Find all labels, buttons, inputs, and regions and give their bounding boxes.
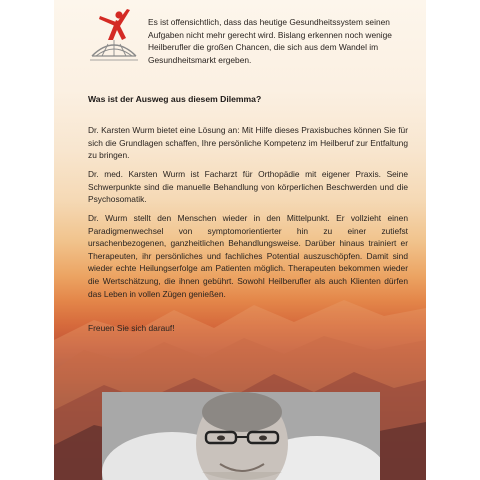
body-paragraph-1: Dr. Karsten Wurm bietet eine Lösung an: Mit Hilfe dieses Praxisbuches können Sie für sich die Grundlagen schaffen, Ihre persönliche Kompetenz im Heilberuf zur Entfaltung zu bringen.: [88, 125, 408, 161]
book-back-cover: [54, 0, 426, 480]
section-heading: Was ist der Ausweg aus diesem Dilemma?: [88, 94, 262, 104]
portrait-illustration: [102, 392, 380, 480]
figure-on-globe-logo-icon: [86, 6, 142, 66]
body-paragraph-3: Dr. Wurm stellt den Menschen wieder in den Mittelpunkt. Er vollzieht einen Paradigmenwechsel von symptomorientierter hin zu einer zutiefst ursachenbezogenen, ganzheitlichen Behandlungsweise. Darüber hinaus trainiert er Therapeuten, ihr persönliches und fachliches Potential auszuschöpfen. Damit sind wieder echte Heilungserfolge am Patienten möglich. Therapeuten bekommen wieder die Wertschätzung, die ihnen gebührt. Sowohl Heilberufler als auch Klienten dürfen das Leben in vollen Zügen genießen.: [88, 213, 408, 299]
intro-paragraph: Es ist offensichtlich, dass das heutige Gesundheitssystem seinen Aufgaben nicht mehr gerecht wird. Bislang erkennen noch wenige Heilberufler die großen Chancen, die sich aus dem Wandel im Gesundheitsmarkt ergeben.: [148, 17, 392, 65]
closing-line: Freuen Sie sich darauf!: [88, 323, 175, 333]
author-portrait-photo: [102, 392, 380, 480]
body-paragraph-2: Dr. med. Karsten Wurm ist Facharzt für Orthopädie mit eigener Praxis. Seine Schwerpunkte sind die manuelle Behandlung von körperlichen Beschwerden und die Psychosomatik.: [88, 169, 408, 205]
